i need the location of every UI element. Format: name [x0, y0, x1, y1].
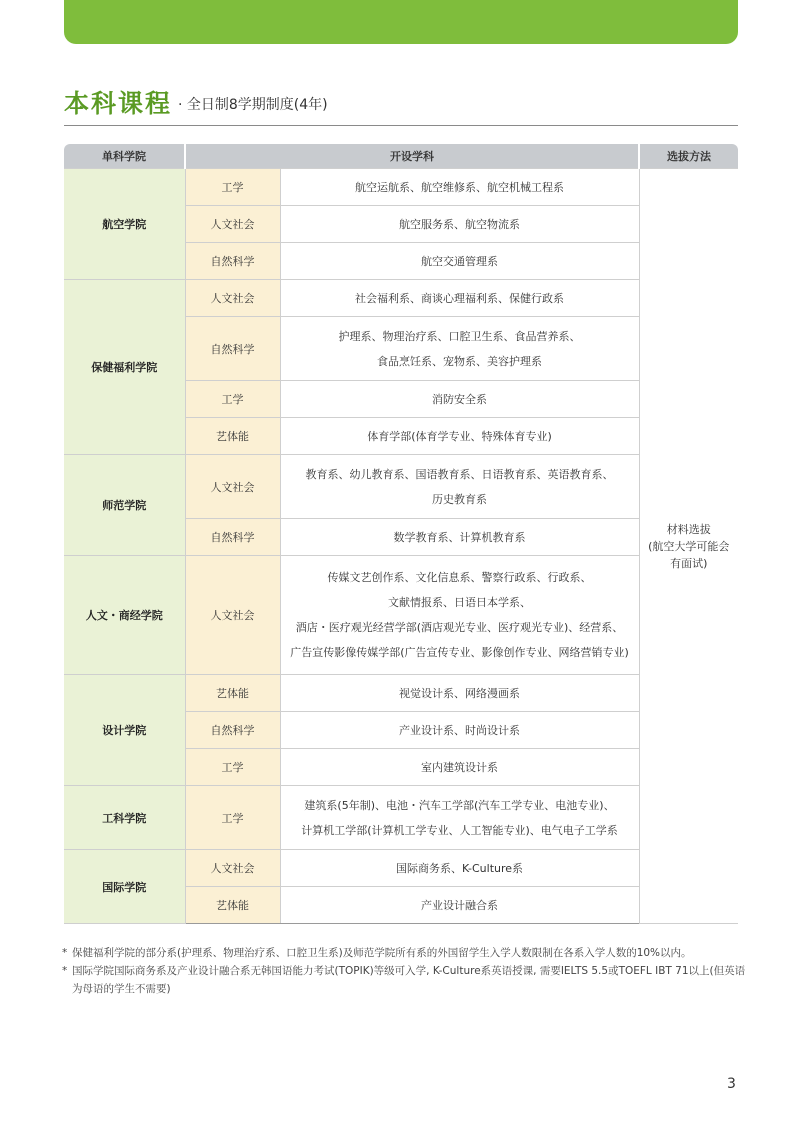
departments-cell	[280, 675, 639, 712]
college-name: 人文・商经学院	[64, 556, 185, 675]
department-line: 教育系、幼儿教育系、国语教育系、日语教育系、英语教育系、	[305, 467, 614, 481]
table-row	[64, 556, 738, 675]
department-line: 产业设计融合系	[421, 898, 498, 912]
field-cell: 艺体能	[185, 675, 280, 712]
table-row	[64, 455, 738, 519]
department-line: 建筑系(5年制)、电池・汽车工学部(汽车工学专业、电池专业)、	[304, 798, 615, 812]
field-cell: 工学	[185, 749, 280, 786]
departments-cell	[280, 206, 639, 243]
departments-cell	[280, 556, 639, 675]
departments-cell	[280, 280, 639, 317]
table-row	[64, 280, 738, 317]
departments-cell	[280, 887, 639, 924]
field-cell: 工学	[185, 381, 280, 418]
departments-cell	[280, 850, 639, 887]
field-cell: 工学	[185, 786, 280, 850]
page-number: 3	[727, 1076, 736, 1092]
top-banner	[64, 0, 738, 44]
method-line: 有面试)	[670, 556, 708, 570]
selection-method-cell	[639, 169, 738, 924]
table-row	[64, 786, 738, 850]
college-name: 保健福利学院	[64, 280, 185, 455]
department-line: 食品烹饪系、宠物系、美容护理系	[377, 354, 542, 368]
college-name: 工科学院	[64, 786, 185, 850]
departments-cell	[280, 786, 639, 850]
department-line: 护理系、物理治疗系、口腔卫生系、食品营养系、	[338, 329, 581, 343]
department-line: 航空服务系、航空物流系	[399, 217, 520, 231]
department-line: 航空交通管理系	[421, 254, 498, 268]
footnote-text: 保健福利学院的部分系(护理系、物理治疗系、口腔卫生系)及师范学院所有系的外国留学生入学人数限制在各系入学人数的10%以内。	[72, 947, 692, 959]
departments-cell	[280, 455, 639, 519]
field-cell: 自然科学	[185, 712, 280, 749]
table-header-row	[64, 144, 738, 169]
departments-cell	[280, 712, 639, 749]
department-line: 产业设计系、时尚设计系	[399, 723, 520, 737]
footnote	[62, 944, 752, 962]
asterisk-icon: *	[62, 965, 68, 977]
field-cell: 自然科学	[185, 317, 280, 381]
field-cell: 人文社会	[185, 206, 280, 243]
departments-cell	[280, 418, 639, 455]
departments-cell	[280, 519, 639, 556]
college-name: 设计学院	[64, 675, 185, 786]
field-cell: 工学	[185, 169, 280, 206]
department-line: 历史教育系	[432, 492, 487, 506]
table-row	[64, 850, 738, 887]
field-cell: 人文社会	[185, 556, 280, 675]
departments-cell	[280, 169, 639, 206]
department-line: 文献情报系、日语日本学系、	[388, 596, 531, 609]
department-line: 国际商务系、K-Culture系	[395, 861, 524, 875]
department-line: 广告宣传影像传媒学部(广告宣传专业、影像创作专业、网络营销专业)	[290, 646, 629, 659]
column-header-method: 选拔方法	[639, 144, 738, 169]
department-line: 计算机工学部(计算机工学专业、人工智能专业)、电气电子工学系	[301, 823, 618, 837]
department-line: 传媒文艺创作系、文化信息系、警察行政系、行政系、	[327, 571, 592, 584]
college-name: 航空学院	[64, 169, 185, 280]
field-cell: 人文社会	[185, 455, 280, 519]
college-name: 师范学院	[64, 455, 185, 556]
page-title: 本科课程	[64, 89, 173, 118]
departments-cell	[280, 749, 639, 786]
field-cell: 自然科学	[185, 519, 280, 556]
asterisk-icon: *	[62, 947, 68, 959]
field-cell: 艺体能	[185, 418, 280, 455]
departments-cell	[280, 243, 639, 280]
department-line: 酒店・医疗观光经营学部(酒店观光专业、医疗观光专业)、经营系、	[295, 621, 624, 634]
field-cell: 人文社会	[185, 850, 280, 887]
page-subtitle: · 全日制8学期制度(4年)	[178, 97, 328, 113]
column-header-departments: 开设学科	[185, 144, 639, 169]
column-header-college: 单科学院	[64, 144, 185, 169]
college-name: 国际学院	[64, 850, 185, 924]
courses-table	[64, 144, 738, 924]
field-cell: 人文社会	[185, 280, 280, 317]
footnotes	[62, 944, 752, 998]
table-row	[64, 169, 738, 206]
departments-cell	[280, 317, 639, 381]
department-line: 消防安全系	[432, 392, 487, 406]
footnote-text: 国际学院国际商务系及产业设计融合系无韩国语能力考试(TOPIK)等级可入学, K-Culture系英语授课, 需要IELTS 5.5或TOEFL IBT 71以上(但英语为母语的学生不需要)	[72, 965, 746, 995]
department-line: 室内建筑设计系	[421, 760, 498, 774]
method-line: (航空大学可能会	[648, 539, 730, 553]
department-line: 体育学部(体育学专业、特殊体育专业)	[367, 429, 552, 443]
title-divider	[64, 125, 738, 126]
department-line: 数学教育系、计算机教育系	[393, 530, 526, 544]
field-cell: 艺体能	[185, 887, 280, 924]
department-line: 社会福利系、商谈心理福利系、保健行政系	[355, 291, 564, 305]
method-line: 材料选拔	[666, 522, 711, 536]
field-cell: 自然科学	[185, 243, 280, 280]
department-line: 视觉设计系、网络漫画系	[399, 686, 520, 700]
departments-cell	[280, 381, 639, 418]
department-line: 航空运航系、航空维修系、航空机械工程系	[355, 180, 564, 194]
table-row	[64, 675, 738, 712]
footnote	[62, 962, 752, 998]
